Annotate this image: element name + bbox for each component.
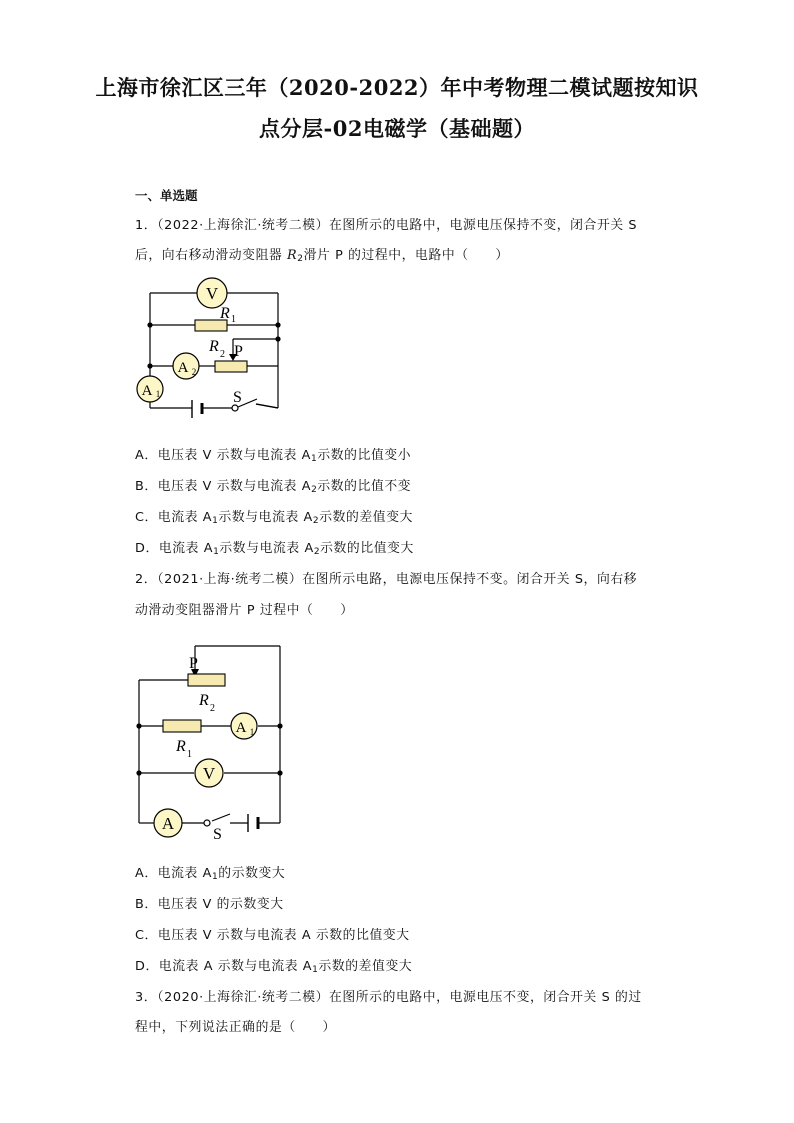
svg-text:2: 2 [220,349,225,360]
svg-text:A: A [177,360,189,376]
q2-option-a[interactable]: A．电流表 $A_1$的示数变大 [135,866,286,882]
svg-text:R: R [220,305,230,322]
q1-option-a[interactable]: A．电压表 V 示数与电流表 $A_1$示数的比值变小 [135,448,412,464]
svg-text:R: R [176,738,186,755]
svg-text:R: R [199,692,209,709]
page-title-line2: 点分层-02电磁学（基础题） [259,116,535,141]
q2-option-d[interactable]: D．电流表 A 示数与电流表 $A_1$示数的差值变大 [135,959,413,975]
svg-text:1: 1 [187,749,192,760]
q1-option-b[interactable]: B．电压表 V 示数与电流表 $A_2$示数的比值不变 [135,479,412,495]
q3-text-line1: 3．（2020·上海徐汇·统考二模）在图所示的电路中，电源电压不变，闭合开关 S 的过 [135,990,642,1005]
svg-text:V: V [205,284,219,303]
svg-text:2: 2 [210,703,215,714]
page-title-line1: 上海市徐汇区三年（2020-2022）年中考物理二模试题按知识 [95,75,699,100]
q2-option-b[interactable]: B．电压表 V 的示数变大 [135,897,284,912]
svg-text:R: R [209,338,219,355]
q2-resistor-r1 [163,720,201,732]
q1-text-line2: 后，向右移动滑动变阻器 $R_2$滑片 P 的过程中，电路中（ ） [135,248,509,264]
svg-text:2: 2 [191,367,197,377]
q2-text-line1: 2．（2021·上海·统考二模）在图所示电路，电源电压保持不变。闭合开关 S，向右移 [135,572,638,587]
svg-text:1: 1 [249,727,255,737]
q2-text-line2: 动滑动变阻器滑片 P 过程中（ ） [135,603,354,618]
q1-option-c[interactable]: C．电流表 $A_1$示数与电流表 $A_2$示数的差值变大 [135,510,413,526]
svg-text:1: 1 [155,389,161,399]
q2-circuit-diagram [128,633,298,843]
svg-text:S: S [213,826,222,843]
q1-option-d[interactable]: D．电流表 $A_1$示数与电流表 $A_2$示数的比值变大 [135,541,414,557]
svg-text:V: V [202,764,216,783]
svg-text:A: A [141,383,153,399]
q2-option-c[interactable]: C．电压表 V 示数与电流表 A 示数的比值变大 [135,928,410,943]
svg-text:P: P [234,343,243,360]
svg-text:1: 1 [231,314,236,325]
section-heading: 一、单选题 [135,188,198,203]
svg-text:P: P [189,655,198,672]
q1-resistor-r2 [215,361,247,372]
q3-text-line2: 程中，下列说法正确的是（ ） [135,1020,336,1035]
q1-text-line1: 1．（2022·上海徐汇·统考二模）在图所示的电路中，电源电压保持不变，闭合开关 S [135,218,638,233]
svg-text:S: S [233,389,242,406]
svg-text:A: A [161,814,175,833]
svg-text:A: A [235,720,247,736]
q2-resistor-r2 [188,674,225,686]
q1-circuit-diagram [130,276,290,426]
